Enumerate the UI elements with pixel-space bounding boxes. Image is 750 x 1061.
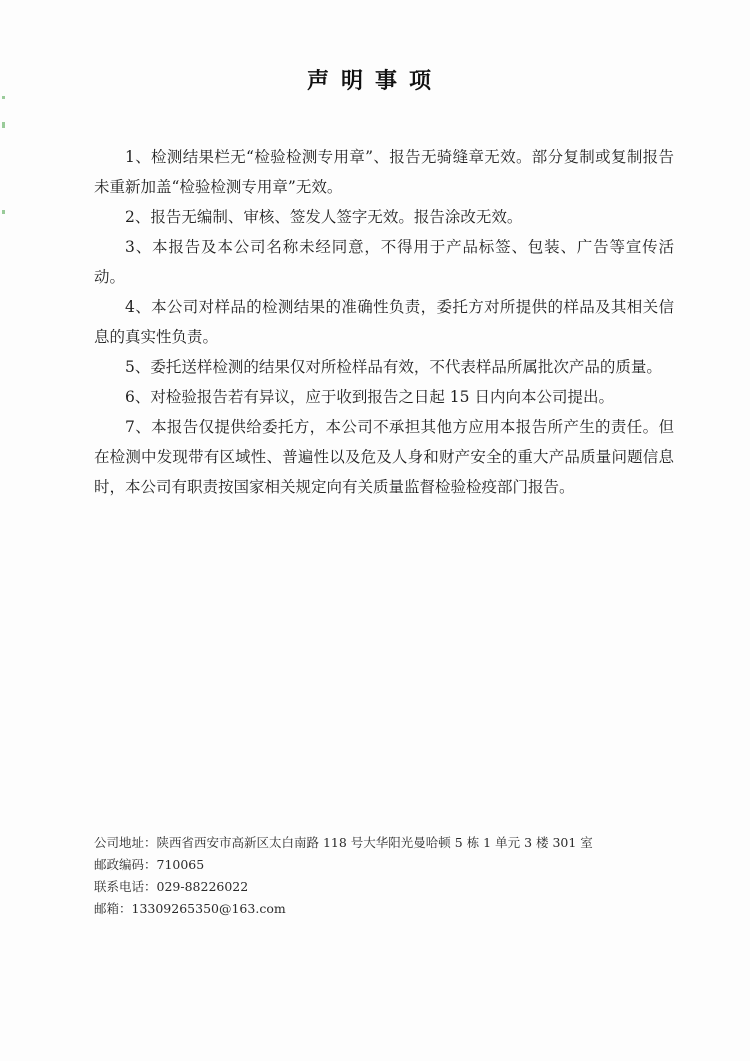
- clause-item: 1、检测结果栏无“检验检测专用章”、报告无骑缝章无效。部分复制或复制报告未重新加盖“检验检测专用章”无效。: [94, 148, 674, 196]
- margin-scan-mark: [2, 96, 5, 99]
- clause-item: 3、本报告及本公司名称未经同意，不得用于产品标签、包装、广告等宣传活动。: [94, 238, 674, 286]
- clause-item: 5、委托送样检测的结果仅对所检样品有效，不代表样品所属批次产品的质量。: [125, 358, 662, 376]
- clause-item: 7、本报告仅提供给委托方，本公司不承担其他方应用本报告所产生的责任。但在检测中发现带有区域性、普遍性以及危及人身和财产安全的重大产品质量问题信息时，本公司有职责按国家相关规定向有关质量监督检验检疫部门报告。: [94, 418, 674, 496]
- clause-item: 4、本公司对样品的检测结果的准确性负责，委托方对所提供的样品及其相关信息的真实性负责。: [94, 298, 674, 346]
- clause-list: [94, 142, 674, 502]
- clause-item: 2、报告无编制、审核、签发人签字无效。报告涂改无效。: [125, 208, 523, 226]
- margin-scan-mark: [2, 210, 5, 214]
- postal-code: 邮政编码：710065: [94, 857, 205, 872]
- contact-phone: 联系电话：029-88226022: [94, 879, 249, 894]
- contact-email: 邮箱：13309265350@163.com: [94, 901, 286, 916]
- document-title: 声明事项: [306, 68, 443, 94]
- margin-scan-mark: [2, 122, 5, 128]
- company-address: 公司地址：陕西省西安市高新区太白南路 118 号大华阳光曼哈顿 5 栋 1 单元 3 楼 301 室: [94, 835, 593, 850]
- clause-item: 6、对检验报告若有异议，应于收到报告之日起 15 日内向本公司提出。: [125, 388, 614, 406]
- contact-footer: [94, 832, 694, 920]
